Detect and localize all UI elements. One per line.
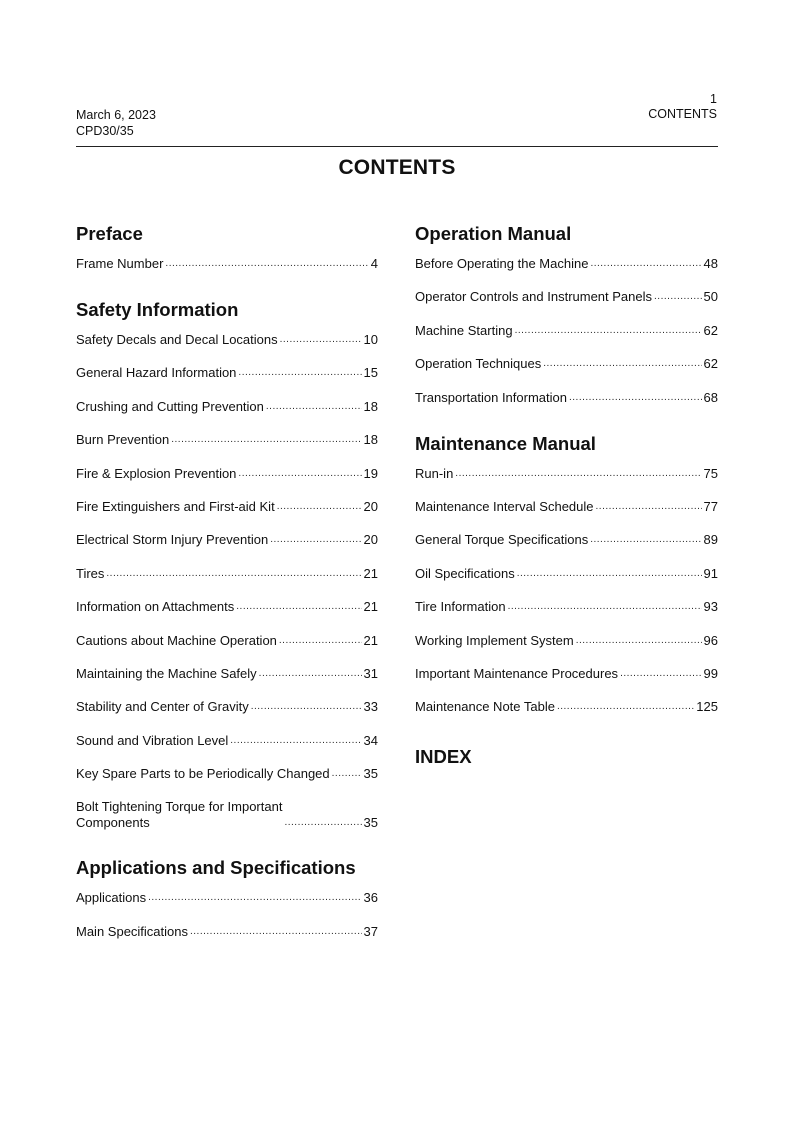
dot-leader (238, 469, 361, 479)
page-number: 1 (710, 92, 717, 106)
dot-leader (190, 927, 362, 937)
toc-entry-page: 99 (703, 665, 718, 681)
dot-leader (280, 335, 362, 345)
toc-entry-page: 89 (703, 532, 718, 548)
dot-leader (620, 669, 701, 679)
toc-entry-page: 10 (363, 332, 378, 347)
index-heading[interactable]: INDEX (415, 746, 472, 768)
toc-entry-label: Transportation Information (415, 389, 567, 405)
dot-leader (590, 535, 701, 545)
toc-entries (76, 256, 378, 272)
dot-leader (576, 636, 702, 646)
toc-entry-page: 21 (363, 599, 378, 615)
toc-entry-electrical-storm[interactable] (76, 532, 378, 548)
toc-entry-page: 77 (703, 498, 718, 514)
dot-leader (508, 602, 702, 612)
toc-entry-label: Safety Decals and Decal Locations (76, 332, 278, 347)
toc-entry-attachments[interactable] (76, 599, 378, 615)
toc-entry-label: Tire Information (415, 599, 506, 615)
toc-entries (415, 256, 718, 406)
dot-leader (171, 435, 361, 445)
toc-entry-label: Electrical Storm Injury Prevention (76, 532, 269, 548)
toc-entry-machine-starting[interactable] (415, 323, 718, 339)
toc-section-operation-manual (415, 222, 718, 406)
toc-entries (76, 332, 378, 831)
toc-entry-label: Important Maintenance Procedures (415, 665, 619, 681)
toc-entry-label: Machine Starting (415, 322, 513, 338)
toc-entry-maintaining-safely[interactable] (76, 666, 378, 682)
toc-entry-label (76, 799, 282, 831)
toc-entry-page: 15 (363, 365, 378, 381)
toc-entry-important-maintenance[interactable] (415, 666, 718, 682)
header-rule (76, 146, 718, 147)
toc-entry-page: 91 (703, 565, 718, 581)
section-heading: Preface (76, 223, 143, 244)
toc-entry-page: 20 (363, 498, 378, 514)
toc-right-column (415, 222, 718, 769)
toc-entry-page: 33 (363, 699, 378, 715)
dot-leader (569, 393, 702, 403)
toc-entry-maintenance-note-table[interactable] (415, 699, 718, 715)
toc-entry-label-line: Bolt Tightening Torque for Important (76, 799, 283, 815)
toc-entry-page: 48 (703, 256, 718, 271)
toc-section-preface (76, 222, 378, 272)
toc-entry-page: 75 (703, 465, 718, 481)
toc-entries (415, 466, 718, 716)
dot-leader (238, 368, 361, 378)
toc-entry-page: 19 (363, 465, 378, 481)
section-spacer (76, 831, 378, 856)
toc-entry-label: Maintenance Note Table (415, 699, 555, 715)
dot-leader (284, 818, 361, 828)
document-model: CPD30/35 (76, 124, 134, 138)
toc-entry-label: Sound and Vibration Level (76, 732, 229, 748)
toc-entry-sound-vibration[interactable] (76, 733, 378, 749)
toc-entry-label: General Hazard Information (76, 365, 237, 381)
section-spacer (76, 272, 378, 298)
dot-leader (590, 259, 701, 269)
toc-entry-general-hazard[interactable] (76, 365, 378, 381)
toc-entry-label: Crushing and Cutting Prevention (76, 398, 264, 414)
toc-entry-oil-specifications[interactable] (415, 566, 718, 582)
dot-leader (106, 569, 361, 579)
dot-leader (165, 259, 368, 269)
toc-entry-page: 35 (363, 766, 378, 782)
toc-entry-tires[interactable] (76, 566, 378, 582)
toc-entry-before-operating[interactable] (415, 256, 718, 272)
toc-entry-operation-techniques[interactable] (415, 356, 718, 372)
toc-entry-page: 62 (703, 322, 718, 338)
toc-entry-label: Key Spare Parts to be Periodically Changed (76, 766, 330, 782)
toc-entry-bolt-tightening[interactable] (76, 799, 378, 831)
toc-entry-page: 93 (703, 599, 718, 615)
dot-leader (332, 769, 362, 779)
toc-entry-label: Fire Extinguishers and First-aid Kit (76, 498, 275, 514)
toc-entry-frame-number[interactable] (76, 256, 378, 272)
dot-leader (515, 326, 702, 336)
toc-entry-main-specifications[interactable] (76, 924, 378, 940)
dot-leader (596, 502, 702, 512)
document-date: March 6, 2023 (76, 108, 156, 122)
toc-entry-label: Oil Specifications (415, 565, 515, 581)
section-heading: Applications and Specifications (76, 857, 356, 879)
toc-entry-page: 36 (363, 890, 378, 906)
toc-entry-maintenance-interval[interactable] (415, 499, 718, 515)
toc-entry-applications[interactable] (76, 890, 378, 906)
dot-leader (270, 535, 361, 545)
page-title: CONTENTS (338, 156, 456, 179)
toc-entry-torque-specifications[interactable] (415, 532, 718, 548)
toc-entry-label: Cautions about Machine Operation (76, 632, 277, 648)
toc-entry-transportation[interactable] (415, 390, 718, 406)
dot-leader (654, 292, 702, 302)
toc-entry-crushing-cutting[interactable] (76, 399, 378, 415)
toc-entry-page: 35 (363, 815, 378, 831)
toc-entry-run-in[interactable] (415, 466, 718, 482)
dot-leader (259, 669, 362, 679)
toc-entry-burn-prevention[interactable] (76, 432, 378, 448)
toc-entry-page: 4 (370, 256, 378, 271)
toc-entry-label: Tires (76, 565, 105, 581)
toc-entry-label: Main Specifications (76, 923, 188, 939)
toc-entry-page: 62 (703, 356, 718, 372)
section-spacer (415, 406, 718, 432)
toc-entry-label: Maintaining the Machine Safely (76, 665, 257, 681)
toc-entry-page: 50 (703, 289, 718, 305)
dot-leader (148, 893, 361, 903)
toc-entry-label: Information on Attachments (76, 599, 235, 615)
toc-entry-fire-extinguishers[interactable] (76, 499, 378, 515)
toc-entry-machine-operation-cautions[interactable] (76, 633, 378, 649)
toc-entry-tire-information[interactable] (415, 599, 718, 615)
toc-entry-label: Working Implement System (415, 632, 574, 648)
toc-entry-label: Burn Prevention (76, 432, 170, 448)
toc-entry-page: 96 (703, 632, 718, 648)
toc-entry-label: General Torque Specifications (415, 532, 589, 548)
toc-entry-label: Run-in (415, 465, 454, 481)
toc-entry-safety-decals[interactable] (76, 332, 378, 348)
toc-entry-label: Maintenance Interval Schedule (415, 498, 594, 514)
section-heading: Operation Manual (415, 223, 572, 244)
toc-entry-label: Operator Controls and Instrument Panels (415, 289, 653, 305)
toc-entry-page: 37 (363, 923, 378, 939)
toc-entry-page: 20 (363, 532, 378, 548)
dot-leader (236, 602, 361, 612)
toc-section-index (415, 745, 718, 769)
toc-section-maintenance-manual (415, 432, 718, 716)
toc-entry-operator-controls[interactable] (415, 289, 718, 305)
toc-entry-page: 18 (363, 398, 378, 414)
dot-leader (517, 569, 702, 579)
toc-entry-label: Applications (76, 890, 147, 906)
toc-entry-page: 21 (363, 565, 378, 581)
dot-leader (266, 402, 362, 412)
toc-entry-page: 125 (696, 699, 718, 715)
dot-leader (557, 702, 694, 712)
toc-entry-page: 21 (363, 632, 378, 648)
running-head: CONTENTS (648, 107, 717, 121)
toc-section-applications-specifications (76, 856, 378, 939)
toc-entry-fire-explosion[interactable] (76, 466, 378, 482)
toc-entry-page: 34 (363, 732, 378, 748)
toc-entry-label: Fire & Explosion Prevention (76, 465, 237, 481)
section-heading: Maintenance Manual (415, 432, 596, 454)
toc-entry-key-spare-parts[interactable] (76, 766, 378, 782)
toc-entries (76, 890, 378, 939)
toc-entry-label-line: Components (76, 815, 150, 831)
dot-leader (543, 359, 701, 369)
dot-leader (277, 502, 362, 512)
toc-entry-stability[interactable] (76, 699, 378, 715)
dot-leader (455, 469, 701, 479)
dot-leader (251, 702, 362, 712)
toc-entry-page: 68 (703, 389, 718, 405)
dot-leader (279, 636, 362, 646)
dot-leader (230, 736, 361, 746)
toc-entry-label: Before Operating the Machine (415, 256, 589, 271)
toc-entry-working-implement[interactable] (415, 633, 718, 649)
toc-left-column (76, 222, 378, 940)
section-heading: Safety Information (76, 299, 239, 320)
toc-entry-page: 18 (363, 432, 378, 448)
toc-entry-page: 31 (363, 665, 378, 681)
toc-entry-label: Stability and Center of Gravity (76, 699, 249, 715)
toc-entry-label: Frame Number (76, 256, 164, 271)
toc-section-safety-information (76, 298, 378, 831)
toc-entry-label: Operation Techniques (415, 356, 542, 372)
